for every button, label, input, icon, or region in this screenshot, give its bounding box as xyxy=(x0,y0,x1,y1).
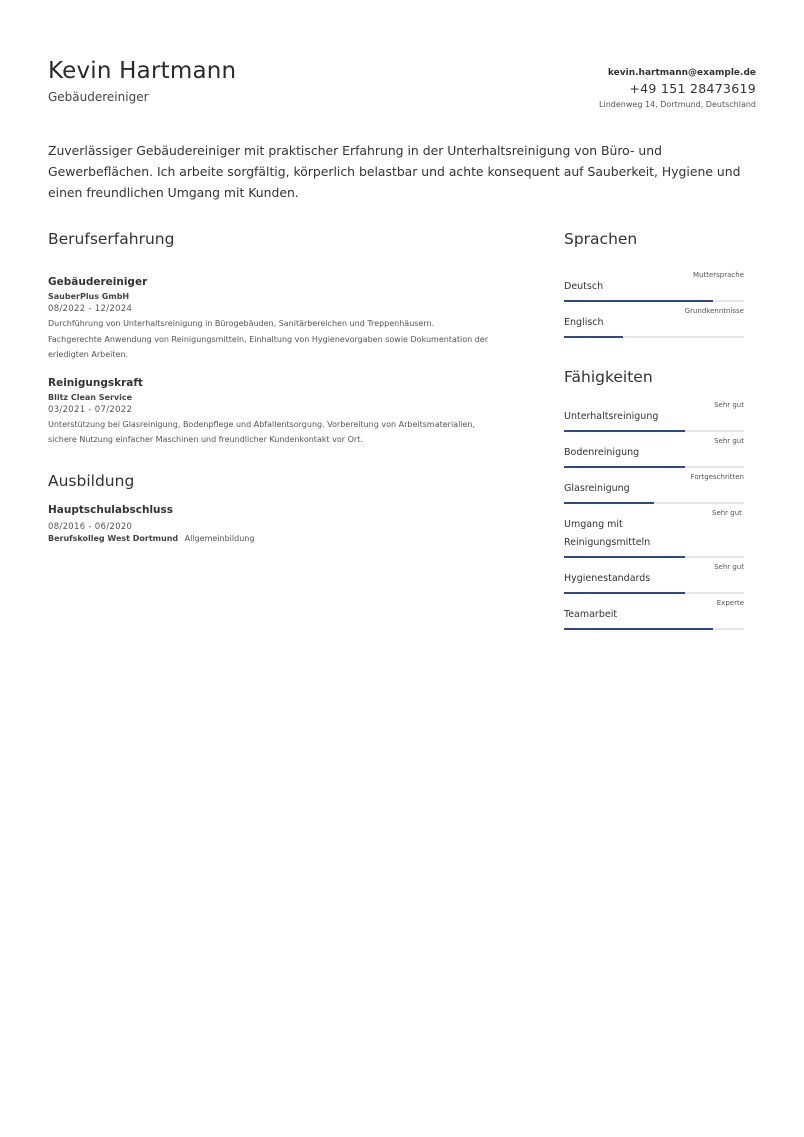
profile-summary: Zuverlässiger Gebäudereiniger mit praktischer Erfahrung in der Unterhaltsreinigung von Büro- und Gewerbeflächen. Ich arbeite sorgfältig, körperlich belastbar und achte konsequent auf Sauberkeit, Hygiene und einen freundlichen Umgang mit Kunden. xyxy=(48,143,741,200)
main-column xyxy=(48,230,528,543)
skill-item xyxy=(564,504,744,558)
skill-label: Bodenreinigung xyxy=(564,447,640,458)
language-label: Englisch xyxy=(564,317,604,328)
skill-item xyxy=(564,558,744,594)
contact-email[interactable]: kevin.hartmann@example.de xyxy=(607,68,756,78)
job-description xyxy=(48,316,528,363)
skill-item xyxy=(564,468,744,504)
experience-heading: Berufserfahrung xyxy=(48,230,175,248)
job-entry xyxy=(48,377,528,448)
job-dates: 08/2022 - 12/2024 xyxy=(48,304,133,314)
level-bar-fill xyxy=(564,336,623,338)
education-dates: 08/2016 - 06/2020 xyxy=(48,521,133,532)
education-department: Allgemeinbildung xyxy=(184,533,255,543)
job-title: Reinigungskraft xyxy=(48,376,143,389)
job-description-line: Durchführung von Unterhaltsreinigung in Bürogebäuden, Sanitärbereichen und Treppenhäusern. xyxy=(48,319,435,328)
skills-list xyxy=(564,396,744,630)
job-entry xyxy=(48,276,528,363)
education-entry xyxy=(48,504,528,543)
education-heading: Ausbildung xyxy=(48,471,135,490)
level-bar-fill xyxy=(564,628,713,630)
level-bar-track xyxy=(564,336,744,338)
education-school: Berufskolleg West Dortmund xyxy=(48,533,179,543)
skill-level: Sehr gut xyxy=(712,509,742,517)
candidate-name: Kevin Hartmann xyxy=(48,58,237,84)
skill-label: Unterhaltsreinigung xyxy=(564,411,659,422)
skill-level: Experte xyxy=(716,599,744,607)
education-institution xyxy=(48,534,528,543)
job-description-line: Unterstützung bei Glasreinigung, Bodenpflege und Abfallentsorgung. Vorbereitung von Arbeitsmaterialien, xyxy=(48,419,476,429)
job-dates: 03/2021 - 07/2022 xyxy=(48,404,133,415)
job-description-line: Fachgerechte Anwendung von Reinigungsmitteln, Einhaltung von Hygienevorgaben sowie Dokumentation der erledigten Arbeiten. xyxy=(48,334,488,359)
skill-label: Hygienestandards xyxy=(564,573,651,584)
skill-item xyxy=(564,396,744,432)
skill-label: Glasreinigung xyxy=(564,483,630,494)
skills-heading: Fähigkeiten xyxy=(564,368,653,386)
job-description-line: sichere Nutzung einfacher Maschinen und freundlicher Kundenkontakt vor Ort. xyxy=(48,435,363,444)
level-bar-track xyxy=(564,628,744,630)
skill-level: Sehr gut xyxy=(714,437,744,445)
languages-list xyxy=(564,266,744,338)
skill-level: Fortgeschritten xyxy=(690,473,744,481)
contact-block xyxy=(599,68,756,109)
skill-item xyxy=(564,594,744,630)
education-degree: Hauptschulabschluss xyxy=(48,503,174,516)
language-item xyxy=(564,302,744,338)
candidate-title: Gebäudereiniger xyxy=(48,90,149,104)
skill-level: Sehr gut xyxy=(714,563,744,571)
language-item xyxy=(564,266,744,302)
language-level: Muttersprache xyxy=(693,271,744,279)
skill-level: Sehr gut xyxy=(714,401,744,409)
language-label: Deutsch xyxy=(564,281,604,292)
contact-address: Lindenweg 14, Dortmund, Deutschland xyxy=(599,100,756,109)
job-company: SauberPlus GmbH xyxy=(48,292,130,301)
languages-heading: Sprachen xyxy=(564,230,638,248)
skill-item xyxy=(564,432,744,468)
job-description xyxy=(48,417,528,448)
skill-label: Umgang mit Reinigungsmitteln xyxy=(564,519,651,548)
language-level: Grundkenntnisse xyxy=(684,307,744,315)
skill-label: Teamarbeit xyxy=(564,609,618,620)
sidebar-column xyxy=(564,230,744,630)
contact-phone[interactable]: +49 151 28473619 xyxy=(629,81,756,96)
job-company: Blitz Clean Service xyxy=(48,392,133,402)
job-title: Gebäudereiniger xyxy=(48,276,148,288)
